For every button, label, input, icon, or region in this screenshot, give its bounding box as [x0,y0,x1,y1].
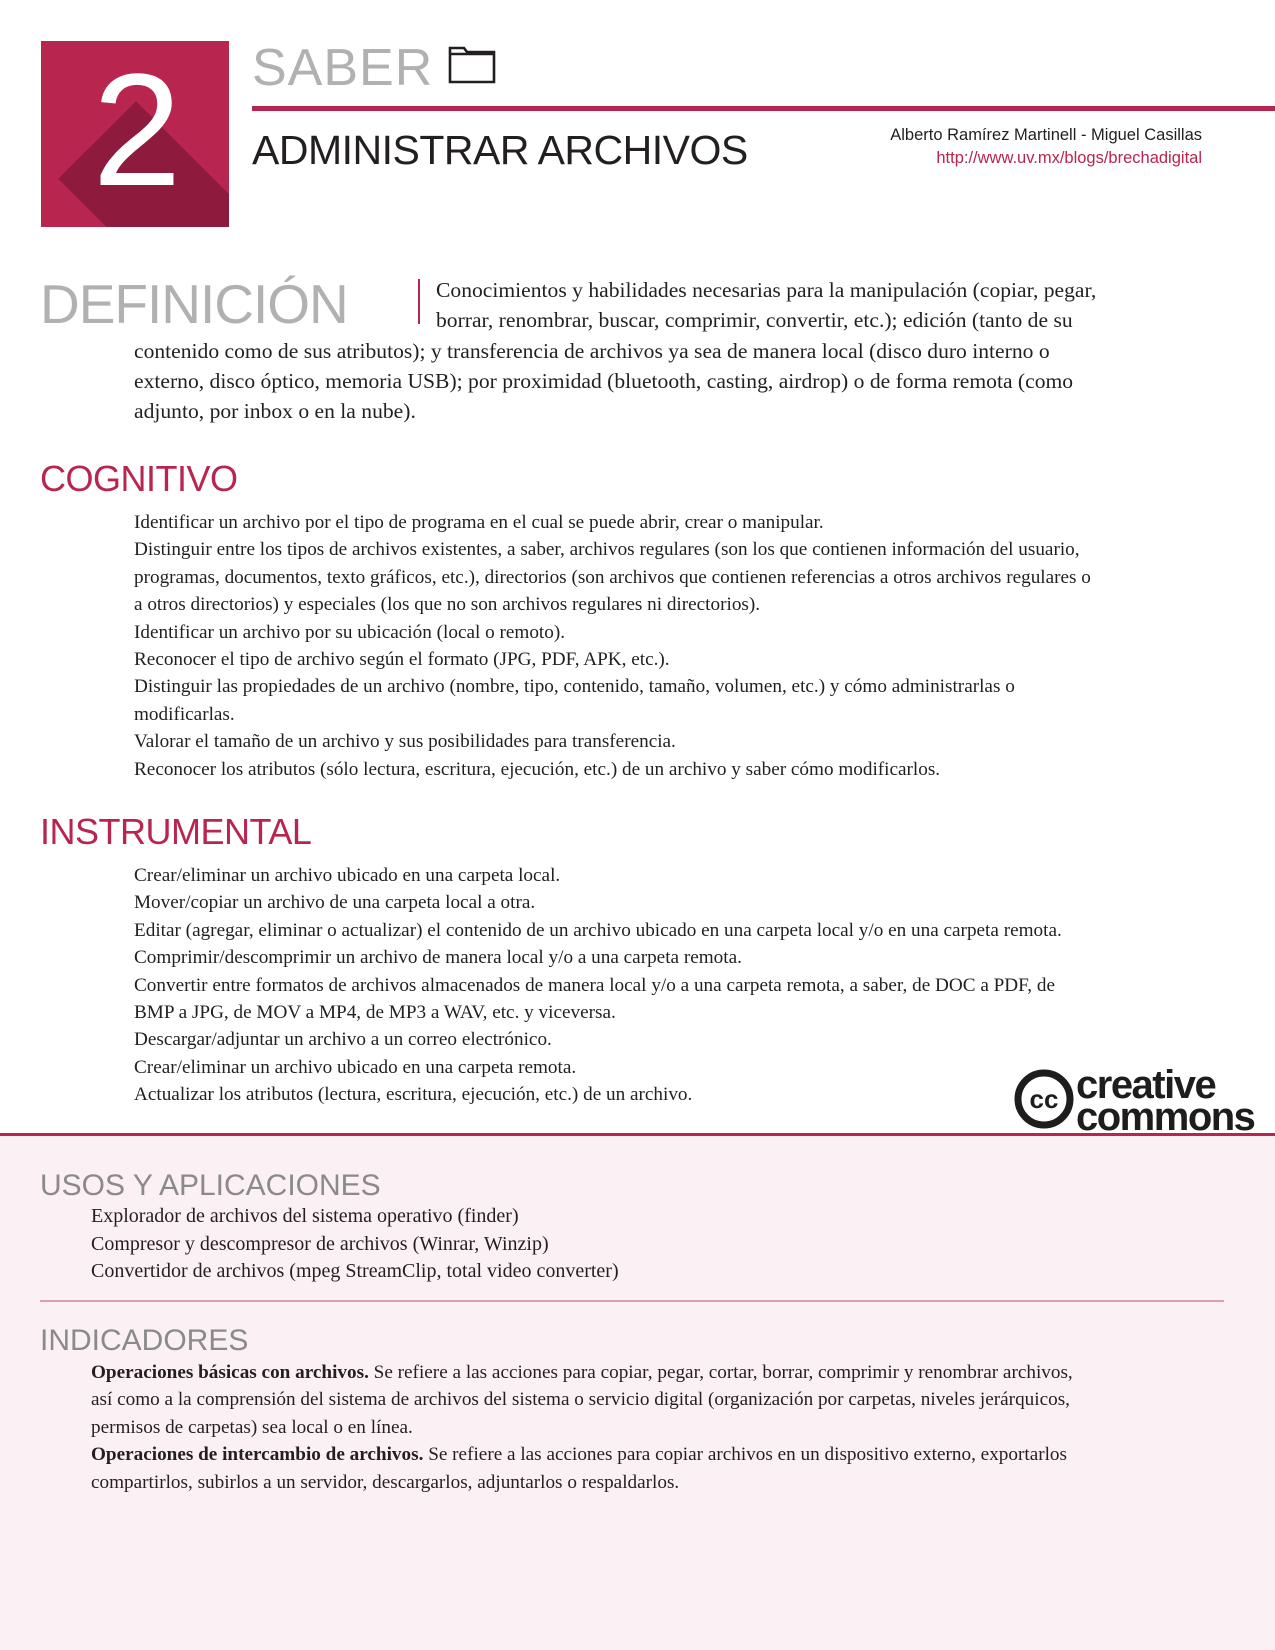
list-item: modificarlas. [134,703,235,725]
indicator-text: Se refiere a las acciones para copiar, pegar, cortar, borrar, comprimir y renombrar archivos, [368,1362,1073,1383]
indicadores-heading: INDICADORES [40,1324,249,1357]
list-item: Reconocer el tipo de archivo según el formato (JPG, PDF, APK, etc.). [134,649,670,671]
usos-list [91,1203,619,1286]
cognitivo-heading: COGNITIVO [40,458,238,499]
indicator-item [91,1441,1073,1496]
list-item: Crear/eliminar un archivo ubicado en una carpeta local. [134,865,561,886]
list-item: Mover/copiar un archivo de una carpeta local a otra. [134,892,536,914]
indicadores-list [91,1359,1073,1496]
list-item: Convertir entre formatos de archivos almacenados de manera local y/o a una carpeta remota, a saber, de DOC a PDF, de [134,974,1055,996]
instrumental-heading: INSTRUMENTAL [40,811,312,852]
list-item: Identificar un archivo por su ubicación (local o remoto). [134,621,566,643]
header-rule [252,106,1275,111]
folder-icon [448,44,496,84]
list-item: Descargar/adjuntar un archivo a un correo electrónico. [134,1029,552,1051]
definition-divider [418,279,420,324]
list-item: Reconocer los atributos (sólo lectura, escritura, ejecución, etc.) de un archivo y saber cómo modificarlos. [134,758,941,780]
indicator-text: permisos de carpetas) sea local o en línea. [91,1416,413,1438]
indicator-item [91,1359,1073,1441]
list-item: Crear/eliminar un archivo ubicado en una carpeta remota. [134,1056,577,1078]
list-item: Editar (agregar, eliminar o actualizar) el contenido de un archivo ubicado en una carpeta local y/o en una carpeta remota. [134,919,1062,941]
usos-heading: USOS Y APLICACIONES [40,1169,381,1202]
list-item: Actualizar los atributos (lectura, escritura, ejecución, etc.) de un archivo. [134,1084,693,1106]
indicator-title: Operaciones de intercambio de archivos. [91,1444,424,1466]
section-divider [40,1300,1224,1302]
author-url-link[interactable]: http://www.uv.mx/blogs/brechadigital [936,149,1202,167]
definition-line: contenido como de sus atributos); y transferencia de archivos ya sea de manera local (disco duro interno o [134,338,1050,363]
list-item: Identificar un archivo por el tipo de programa en el cual se puede abrir, crear o manipular. [134,512,824,533]
list-item: BMP a JPG, de MOV a MP4, de MP3 a WAV, etc. y viceversa. [134,1002,616,1024]
indicator-text: compartirlos, subirlos a un servidor, descargarlos, adjuntarlos o respaldarlos. [91,1471,680,1493]
section-number: 2 [92,41,178,219]
list-item: Comprimir/descomprimir un archivo de manera local y/o a una carpeta remota. [134,947,742,969]
indicator-text: Se refiere a las acciones para copiar archivos en un dispositivo externo, exportarlos [423,1444,1067,1466]
list-item: programas, documentos, texto gráficos, etc.), directorios (son archivos que contienen referencias a otros archivos regulares o [134,566,1091,588]
indicator-text: así como a la comprensión del sistema de archivos del sistema o servicio digital (organización por carpetas, niveles jerárquicos, [91,1389,1070,1411]
definition-line: adjunto, por inbox o en la nube). [134,399,416,424]
cognitivo-list [134,509,1234,783]
page-title: ADMINISTRAR ARCHIVOS [252,127,748,173]
list-item: Compresor y descompresor de archivos (Winrar, Winzip) [91,1232,549,1255]
list-item: Convertidor de archivos (mpeg StreamClip, total video converter) [91,1260,619,1282]
list-item: Distinguir las propiedades de un archivo (nombre, tipo, contenido, tamaño, volumen, etc.) y cómo administrarlas o [134,676,1015,698]
cc-badge-text: cc [1029,1084,1059,1114]
cc-wordmark-line1: creative [1076,1064,1216,1107]
definition-line: Conocimientos y habilidades necesarias para la manipulación (copiar, pegar, [436,278,1097,302]
cc-wordmark-line2: commons [1076,1095,1255,1134]
list-item: a otros directorios) y especiales (los que no son archivos regulares ni directorios). [134,594,761,616]
definition-text-rest [134,336,1073,427]
author-block [890,124,1202,170]
creative-commons-logo [1012,1064,1270,1134]
definition-line: borrar, renombrar, buscar, comprimir, convertir, etc.); edición (tanto de su [436,308,1073,333]
indicator-title: Operaciones básicas con archivos. [91,1362,369,1383]
category-label: SABER [252,39,434,97]
list-item: Valorar el tamaño de un archivo y sus posibilidades para transferencia. [134,731,676,753]
definition-line: externo, disco óptico, memoria USB); por proximidad (bluetooth, casting, airdrop) o de forma remota (como [134,368,1074,393]
list-item: Distinguir entre los tipos de archivos existentes, a saber, archivos regulares (son los que contienen información del usuario, [134,539,1080,561]
section-number-badge [41,41,229,227]
definition-text-first [436,275,1096,336]
definition-heading: DEFINICIÓN [40,273,348,335]
list-item: Explorador de archivos del sistema operativo (finder) [91,1205,519,1227]
author-names: Alberto Ramírez Martinell - Miguel Casillas [890,126,1202,144]
